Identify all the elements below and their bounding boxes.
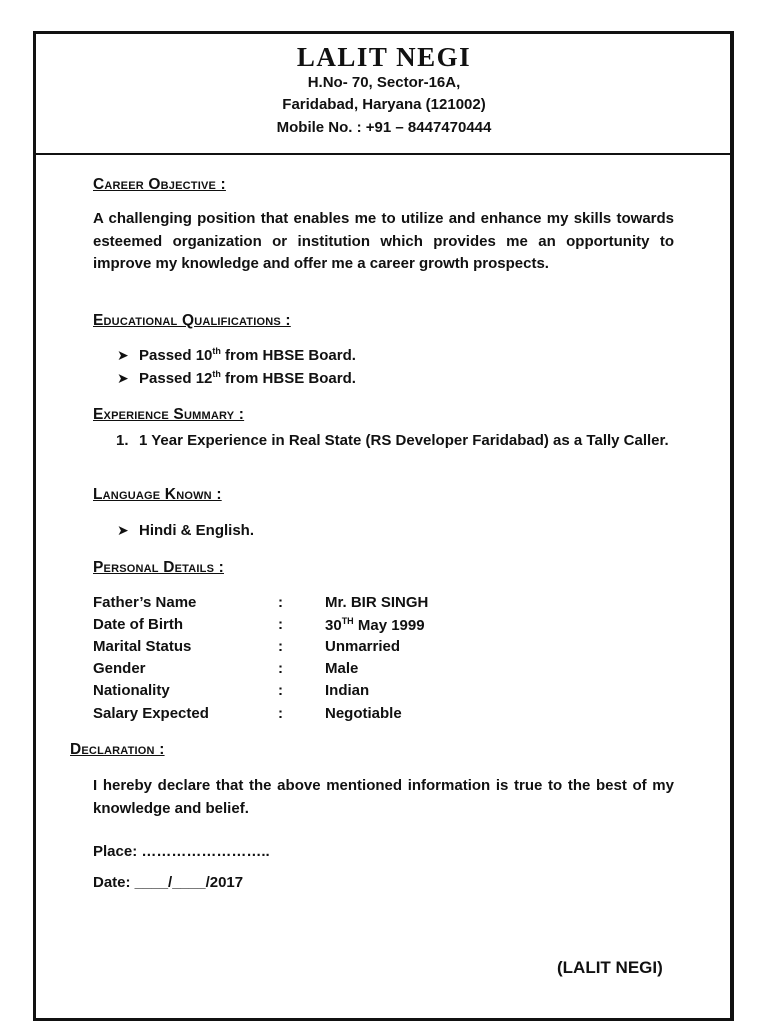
- date-line: Date: ____/____/2017: [93, 874, 244, 891]
- personal-row-gender: Gender : Male: [93, 660, 359, 677]
- personal-row-nationality: Nationality : Indian: [93, 682, 370, 699]
- language-title: Language Known :: [93, 486, 222, 503]
- education-title: Educational Qualifications :: [93, 312, 291, 329]
- personal-row-dob: Date of Birth : 30TH May 1999: [93, 616, 425, 634]
- mobile-number: Mobile No. : +91 – 8447470444: [276, 119, 492, 136]
- education-item: ➤ Passed 10th from HBSE Board.: [117, 346, 356, 364]
- resume-name: LALIT NEGI: [296, 42, 472, 72]
- language-item: ➤ Hindi & English.: [117, 522, 254, 539]
- address-line-1: H.No- 70, Sector-16A,: [307, 74, 461, 91]
- personal-row-marital: Marital Status : Unmarried: [93, 638, 401, 655]
- place-line: Place: ……………………..: [93, 843, 270, 860]
- header-divider: [33, 153, 734, 155]
- personal-row-father: Father’s Name : Mr. BIR SINGH: [93, 594, 429, 611]
- education-item: ➤ Passed 12th from HBSE Board.: [117, 369, 356, 387]
- career-objective-title: Career Objective :: [93, 176, 226, 193]
- experience-item: 1. 1 Year Experience in Real State (RS Developer Faridabad) as a Tally Caller.: [116, 432, 669, 449]
- arrow-bullet-icon: ➤: [117, 347, 129, 363]
- arrow-bullet-icon: ➤: [117, 370, 129, 386]
- signature-name: (LALIT NEGI): [557, 958, 663, 977]
- career-objective-text: A challenging position that enables me to utilize and enhance my skills towards esteemed organization or institution which provides me an opportunity to improve my knowledge and offer me a career growth prospects.: [93, 210, 674, 272]
- experience-title: Experience Summary :: [93, 406, 245, 423]
- address-line-2: Faridabad, Haryana (121002): [282, 96, 486, 113]
- declaration-text: I hereby declare that the above mentioned information is true to the best of my knowledge and belief.: [93, 777, 674, 817]
- personal-details-title: Personal Details :: [93, 559, 224, 576]
- arrow-bullet-icon: ➤: [117, 522, 129, 538]
- declaration-title: Declaration :: [70, 741, 165, 758]
- personal-row-salary: Salary Expected : Negotiable: [93, 705, 402, 722]
